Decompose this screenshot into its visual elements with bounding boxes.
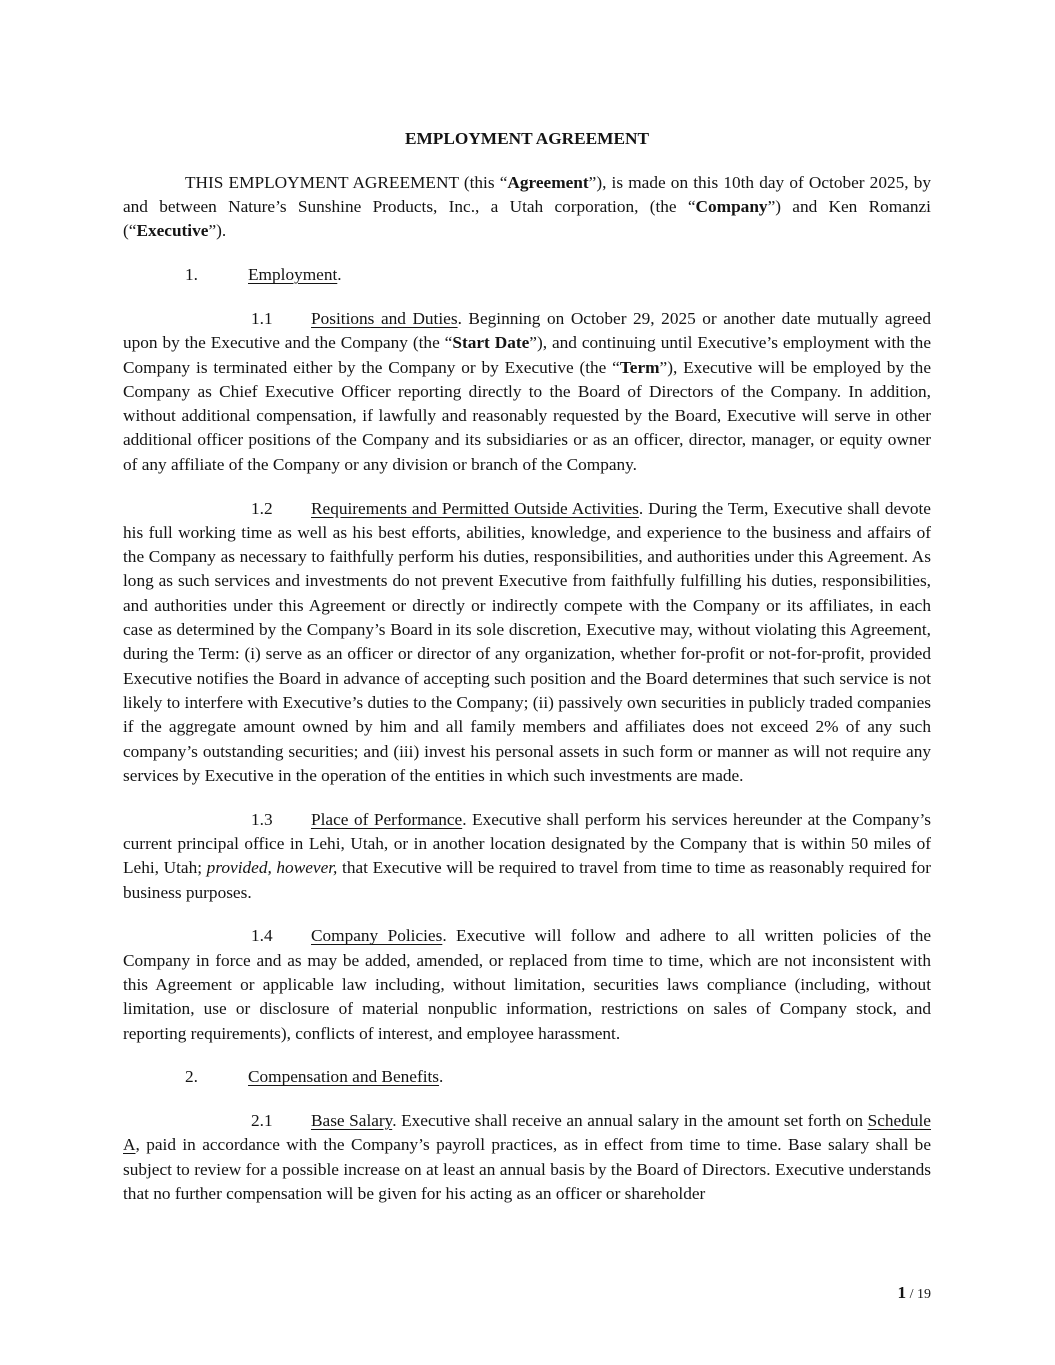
total-page-count: 19: [917, 1287, 931, 1302]
text-run: , paid in accordance with the Company’s payroll practices, as in effect from time to time. Base salary shall be subject to review for a possible increase on at least an annual basis by the Board of Directors. Executive understands that no further compensation will be given for his acting as an officer or shareholder: [123, 1135, 931, 1203]
text-run: Agreement: [507, 172, 589, 192]
text-run: Term: [619, 357, 660, 377]
current-page-number: 1: [897, 1283, 907, 1302]
text-run: Company Policies: [311, 926, 443, 946]
text-run: Start Date: [452, 333, 530, 353]
paragraph-1-3-number: 1.3: [251, 809, 273, 829]
text-run: Requirements and Permitted Outside Activities: [311, 498, 639, 518]
text-run: Employment: [248, 265, 338, 285]
section-2-label: [248, 1067, 443, 1086]
paragraph-1-3-text: [123, 810, 931, 902]
text-run: Place of Performance: [311, 809, 463, 829]
paragraph-2-1: [123, 1109, 931, 1206]
paragraph-1-2: [123, 497, 931, 789]
text-run: ”), and continuing until Executive’s employment with the Company is terminated either by the Company or by Executive (the “: [123, 333, 931, 377]
text-run: . Executive will follow and adhere to all written policies of the Company in force and as may be added, amended, or replaced from time to time, which are not inconsistent with this Agreement or applicable law including, without limitation, securities laws compliance (including, without limitation, use or disclosure of material nonpublic information, restrictions on sales of Company stock, and reporting requirements), conflicts of interest, and employee harassment.: [123, 926, 932, 1043]
page-number: [897, 1281, 931, 1307]
paragraph-2-1-number: 2.1: [251, 1111, 273, 1131]
text-run: Positions and Duties: [311, 308, 458, 328]
paragraph-2-1-text: [123, 1111, 931, 1203]
document-title: EMPLOYMENT AGREEMENT: [404, 129, 650, 148]
text-run: Executive: [136, 221, 209, 241]
section-2-number: 2.: [185, 1067, 198, 1087]
text-run: provided, however,: [206, 858, 338, 878]
paragraph-1-1: [123, 307, 931, 477]
text-run: Company: [695, 197, 768, 217]
text-run: .: [439, 1067, 444, 1087]
paragraph-1-1-text: [123, 309, 931, 474]
text-run: Schedule A: [123, 1111, 931, 1155]
section-1-number: 1.: [185, 265, 198, 285]
text-run: Base Salary: [311, 1111, 393, 1131]
intro-paragraph: [123, 171, 931, 244]
page-number-separator: /: [906, 1287, 917, 1302]
text-run: that Executive will be required to travel from time to time as reasonably required for business purposes.: [123, 858, 931, 902]
section-2-heading: [123, 1065, 931, 1089]
text-run: ”), Executive will be employed by the Company as Chief Executive Officer reporting directly to the Board of Directors of the Company. In addition, without additional compensation, if lawfully and reasonably requested by the Board, Executive will serve in other additional officer positions of the Company and its subsidiaries or as an officer, director, manager, or equity owner of any affiliate of the Company or any division or branch of the Company.: [123, 357, 931, 474]
paragraph-1-4-text: [123, 926, 931, 1042]
paragraph-1-4: [123, 924, 931, 1045]
paragraph-1-1-number: 1.1: [251, 308, 273, 328]
paragraph-1-2-number: 1.2: [251, 498, 273, 518]
text-run: . During the Term, Executive shall devote his full working time as well as his best efforts, abilities, knowledge, and experience to the business and affairs of the Company as necessary to faithfully perform his duties, responsibilities, and authorities under this Agreement. As long as such services and investments do not prevent Executive from faithfully fulfilling his duties, responsibilities, and authorities under this Agreement or directly or indirectly compete with the Company or its affiliates, in each case as determined by the Company’s Board in its sole discretion, Executive may, without violating this Agreement, during the Term: (i) serve as an officer or director of any organization, whether for-profit or not-for-profit, provided Executive notifies the Board in advance of accepting such position and the Board determines that such service is not likely to interfere with Executive’s duties to the Company; (ii) passively own securities in publicly traded companies if the aggregate amount owned by him and all family members and affiliates does not exceed 2% of any such company’s outstanding securities; and (iii) invest his personal assets in such form or manner as will not require any services by Executive in the operation of the entities in which such investments are made.: [123, 498, 931, 785]
section-1-label: [248, 265, 342, 284]
text-run: ”) and Ken Romanzi (“: [123, 197, 931, 241]
section-1-heading: [123, 263, 931, 287]
paragraph-1-3: [123, 808, 931, 905]
text-run: . Executive shall receive an annual salary in the amount set forth on: [392, 1111, 868, 1131]
text-run: THIS EMPLOYMENT AGREEMENT (this “: [185, 172, 508, 192]
text-run: .: [337, 265, 342, 285]
text-run: ”).: [208, 221, 227, 241]
text-run: . Executive shall perform his services hereunder at the Company’s current principal office in Lehi, Utah, or in another location designated by the Company that is within 50 miles of Lehi, Utah;: [123, 809, 931, 878]
paragraph-1-2-text: [123, 499, 931, 785]
text-run: . Beginning on October 29, 2025 or another date mutually agreed upon by the Executive and the Company (the “: [123, 308, 931, 353]
text-run: Compensation and Benefits: [248, 1067, 440, 1087]
text-run: ”), is made on this 10th day of October 2025, by and between Nature’s Sunshine Products, Inc., a Utah corporation, (the “: [123, 172, 931, 217]
paragraph-1-4-number: 1.4: [251, 926, 273, 946]
